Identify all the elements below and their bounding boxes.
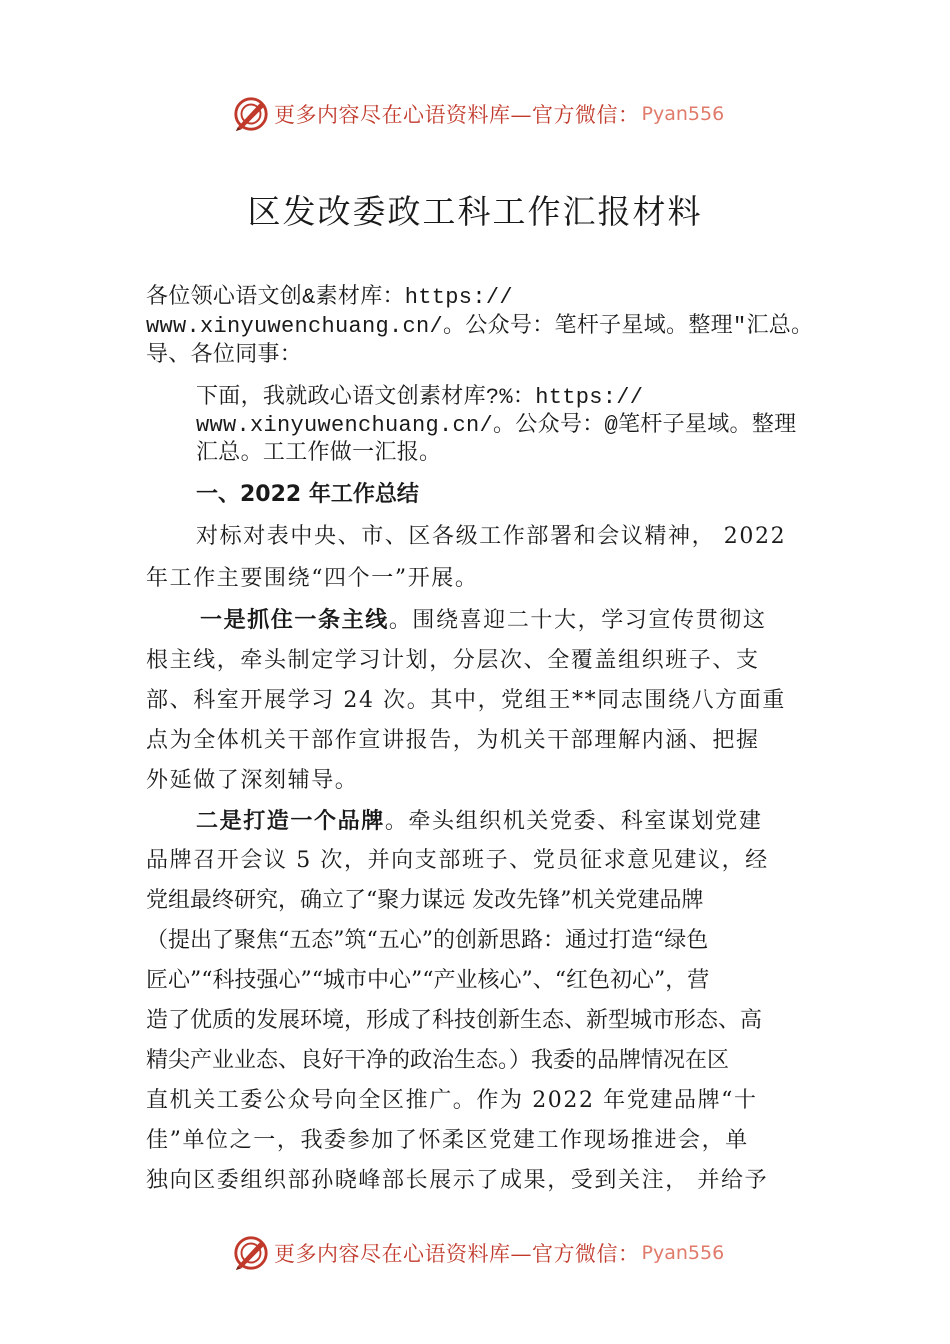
p1-line-2: 年工作主要围绕“四个一”开展。	[146, 566, 479, 591]
document-title: 区发改委政工科工作汇报材料	[247, 192, 703, 231]
section-heading-1: 一、2022 年工作总结	[196, 482, 419, 507]
footer-banner	[232, 1233, 724, 1273]
p2-line-4: 点为全体机关干部作宣讲报告，为机关干部理解内涵、把握	[146, 728, 760, 753]
p3-line-5: 匠心”“科技强心”“城市中心”“产业核心”、“红色初心”，营	[146, 968, 710, 993]
p2-lead: 一是抓住一条主线	[200, 607, 389, 633]
p2-line-5: 外延做了深刻辅导。	[146, 768, 359, 793]
p3-line-7: 精尖产业业态、良好干净的政治生态。）我委的品牌情况在区	[146, 1048, 730, 1073]
p3-line-3: 党组最终研究，确立了“聚力谋远 发改先锋”机关党建品牌	[146, 888, 704, 913]
p3-line-10: 独向区委组织部孙晓峰部长展示了成果，受到关注， 并给予	[146, 1168, 769, 1193]
p3-lead: 二是打造一个品牌	[196, 808, 385, 834]
header-banner-wechat: Pyan556	[641, 103, 725, 125]
footer-banner-text: 更多内容尽在心语资料库—官方微信：	[274, 1242, 640, 1266]
intro-line-2: www.xinyuwenchuang.cn/。公众号：@笔杆子星域。整理	[196, 413, 797, 438]
intro-line-1: 下面，我就政心语文创素材库?%：https://	[196, 385, 644, 410]
pen-logo-icon	[232, 95, 270, 133]
intro-line-3: 汇总。工工作做一汇报。	[196, 441, 442, 466]
p3-line-4: （提出了聚焦“五态”筑“五心”的创新思路：通过打造“绿色	[146, 928, 709, 953]
p2-line-1	[200, 606, 766, 635]
header-banner-text: 更多内容尽在心语资料库—官方微信：	[274, 103, 640, 127]
p2-line-3: 部、科室开展学习 24 次。其中，党组王**同志围绕八方面重	[146, 688, 786, 713]
p3-line-1-rest: 。牵头组织机关党委、科室谋划党建	[384, 809, 763, 834]
p3-line-8: 直机关工委公众号向全区推广。作为 2022 年党建品牌“十	[146, 1088, 758, 1113]
p2-line-1-rest: 。围绕喜迎二十大，学习宣传贯彻这	[388, 608, 767, 633]
footer-banner-wechat: Pyan556	[641, 1242, 725, 1264]
p3-line-6: 造了优质的发展环境，形成了科技创新生态、新型城市形态、高	[146, 1008, 763, 1033]
greeting-line-3: 导、各位同事：	[146, 343, 303, 368]
greeting-line-1: 各位领心语文创&素材库：https://	[146, 285, 513, 310]
header-banner	[232, 94, 724, 134]
p3-line-2: 品牌召开会议 5 次，并向支部班子、党员征求意见建议，经	[146, 848, 769, 873]
pen-logo-icon	[232, 1234, 270, 1272]
p3-line-1	[196, 807, 762, 836]
p1-line-1: 对标对表中央、市、区各级工作部署和会议精神， 2022	[196, 524, 787, 549]
p3-line-9: 佳”单位之一，我委参加了怀柔区党建工作现场推进会，单	[146, 1128, 749, 1153]
greeting-line-2: www.xinyuwenchuang.cn/。公众号：笔杆子星域。整理"汇总。	[146, 314, 814, 339]
p2-line-2: 根主线，牵头制定学习计划，分层次、全覆盖组织班子、支	[146, 648, 760, 673]
